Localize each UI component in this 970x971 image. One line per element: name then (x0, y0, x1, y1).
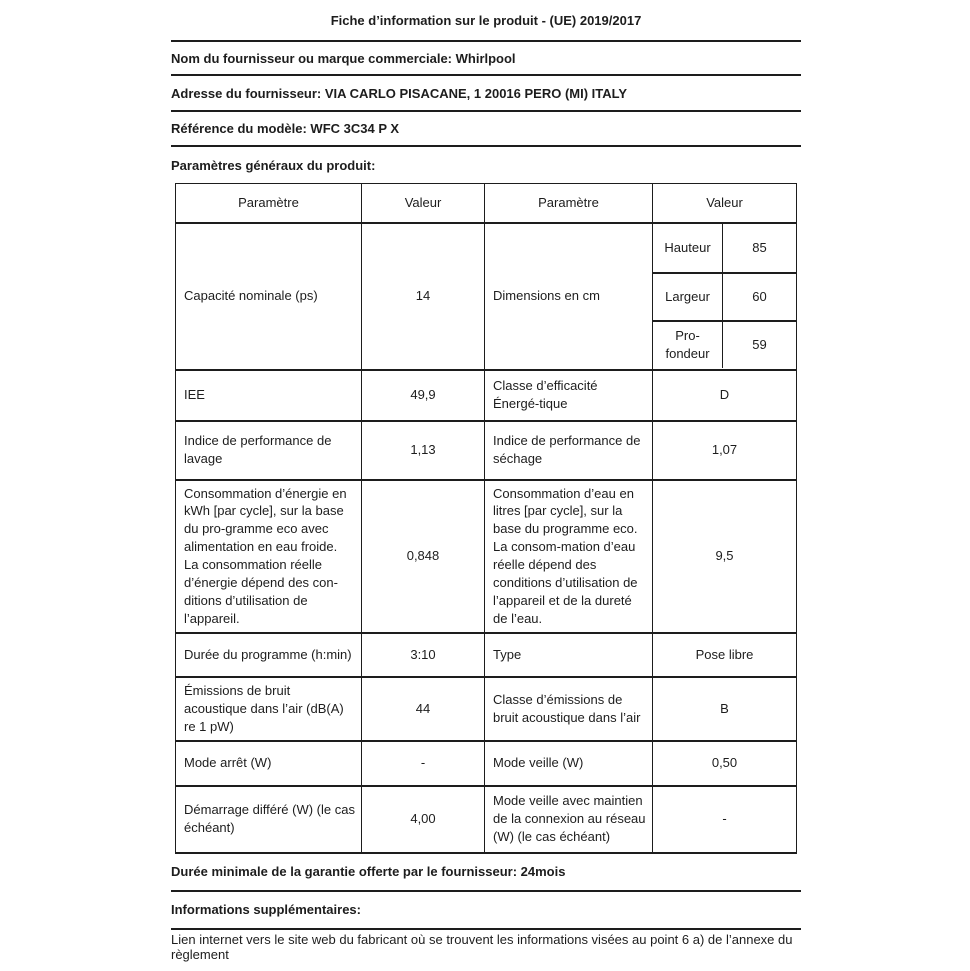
value-cell: 0,50 (653, 741, 797, 786)
col-header-valeur-right: Valeur (653, 184, 797, 223)
col-header-parametre-right: Paramètre (485, 184, 653, 223)
value-cell: 1,13 (362, 421, 485, 480)
warranty-line: Durée minimale de la garantie offerte par le fournisseur: 24mois (171, 864, 566, 880)
param-cell: Mode veille (W) (485, 741, 653, 786)
row-iee (176, 370, 797, 421)
param-cell: Mode veille avec maintien de la connexion au réseau (W) (le cas échéant) (485, 786, 653, 853)
row-off-mode (176, 741, 797, 786)
value-cell: - (653, 786, 797, 853)
general-parameters-heading: Paramètres généraux du produit: (171, 157, 376, 173)
value-cell: 14 (362, 223, 485, 370)
param-cell: Classe d’efficacité Énergé-tique (485, 370, 653, 421)
row-capacity-dimensions (176, 223, 797, 370)
row-delayed-start (176, 786, 797, 853)
row-consumption (176, 480, 797, 634)
product-fiche-document (171, 0, 801, 964)
dimension-label: Pro-fondeur (653, 320, 723, 368)
param-cell: Dimensions en cm (485, 223, 653, 370)
value-cell: B (653, 677, 797, 741)
param-cell: Indice de performance de séchage (485, 421, 653, 480)
value-cell: D (653, 370, 797, 421)
param-cell: Durée du programme (h:min) (176, 633, 362, 677)
value-cell: 0,848 (362, 480, 485, 634)
dimension-value: 60 (723, 272, 796, 320)
param-cell: Démarrage différé (W) (le cas échéant) (176, 786, 362, 853)
value-cell: - (362, 741, 485, 786)
dimension-value: 85 (752, 239, 767, 255)
supplier-address-line: Adresse du fournisseur: VIA CARLO PISACANE, 1 20016 PERO (MI) ITALY (171, 85, 628, 101)
param-cell: Classe d’émissions de bruit acoustique dans l’air (485, 677, 653, 741)
model-reference-line: Référence du modèle: WFC 3C34 P X (171, 121, 400, 136)
row-program-duration (176, 633, 797, 677)
page-title: Fiche d’information sur le produit - (UE) 2019/2017 (330, 12, 642, 28)
col-header-parametre-left: Paramètre (176, 184, 362, 223)
param-cell: Consommation d’eau en litres [par cycle], sur la base du programme eco. La consom-mation d’eau réelle dépend des conditions d’utilisation de l’appareil et de la dureté de l’eau. (485, 480, 653, 634)
row-performance-index (176, 421, 797, 480)
dimension-label: Hauteur (653, 224, 723, 272)
param-cell: Capacité nominale (ps) (176, 223, 362, 370)
value-cell: 9,5 (653, 480, 797, 634)
param-cell: IEE (176, 370, 362, 421)
parameters-table (175, 183, 797, 854)
manufacturer-website-line: Lien internet vers le site web du fabricant où se trouvent les informations visées au point 6 a) de l’annexe du règlement (171, 931, 793, 962)
table-header-row (176, 184, 797, 223)
dimension-label: Largeur (653, 272, 723, 320)
value-cell: 49,9 (362, 370, 485, 421)
value-cell: 3:10 (362, 633, 485, 677)
supplier-name-line: Nom du fournisseur ou marque commerciale: Whirlpool (171, 50, 516, 66)
col-header-valeur-left: Valeur (362, 184, 485, 223)
dimensions-cell (653, 223, 797, 370)
param-cell: Mode arrêt (W) (176, 741, 362, 786)
value-cell: 4,00 (362, 786, 485, 853)
param-cell: Consommation d’énergie en kWh [par cycle], sur la base du pro-gramme eco avec alimentation en eau froide. La consommation réelle d’énergie dépend des con-ditions d’utilisation de l’appareil. (176, 480, 362, 634)
param-cell: Émissions de bruit acoustique dans l’air (dB(A) re 1 pW) (176, 677, 362, 741)
dimension-value: 59 (723, 320, 796, 368)
row-noise-emissions (176, 677, 797, 741)
value-cell: 1,07 (653, 421, 797, 480)
value-cell: 44 (362, 677, 485, 741)
param-cell: Type (485, 633, 653, 677)
dimensions-subtable (653, 224, 796, 369)
value-cell: Pose libre (653, 633, 797, 677)
param-cell: Indice de performance de lavage (176, 421, 362, 480)
additional-info-heading: Informations supplémentaires: (171, 902, 361, 918)
